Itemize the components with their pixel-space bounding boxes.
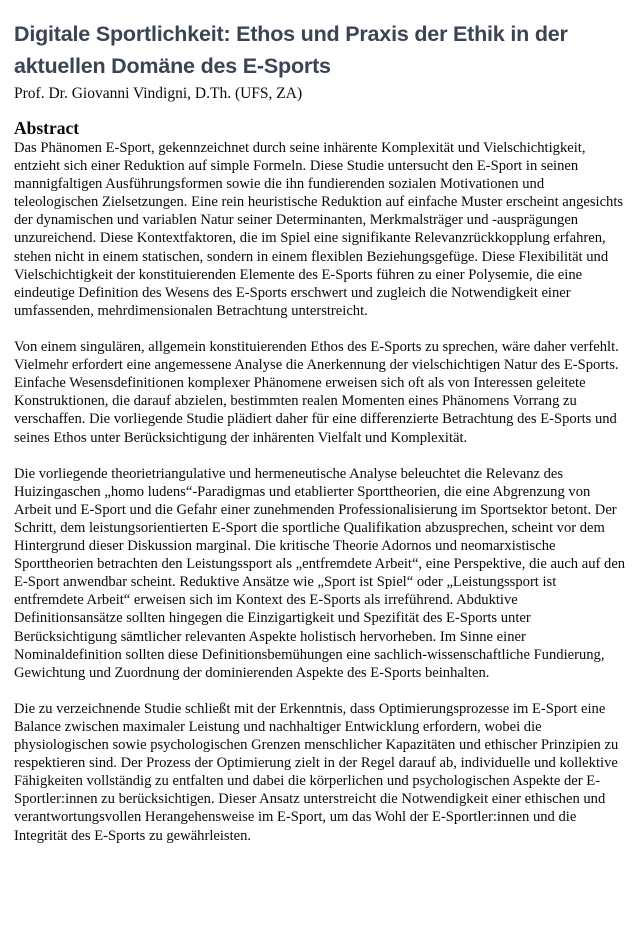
abstract-paragraph-4: Die zu verzeichnende Studie schließt mit der Erkenntnis, dass Optimierungsprozesse im E-Sport eine Balance zwischen maximaler Leistung und nachhaltiger Entwicklung erfordern, wobei die physiologischen sowie psychologischen Grenzen menschlicher Kapazitäten und ethischer Prinzipien zu respektieren sind. Der Prozess der Optimierung zielt in der Regel darauf ab, individuelle und kollektive Fähigkeiten vollständig zu entfalten und dabei die körperlichen und psychologischen Aspekte der E-Sportler:innen zu berücksichtigen. Dieser Ansatz unterstreicht die Notwendigkeit einer ethischen und verantwortungsvollen Herangehensweise im E-Sport, um das Wohl der E-Sportler:innen und die Integrität des E-Sports zu gewährleisten. [14, 700, 619, 844]
abstract-body [14, 139, 626, 845]
abstract-paragraph-2: Von einem singulären, allgemein konstituierenden Ethos des E-Sports zu sprechen, wäre daher verfehlt. Vielmehr erfordert eine angemessene Analyse die Anerkennung der vielschichtigen Natur des E-Sports. Einfache Wesensdefinitionen komplexer Phänomene erweisen sich oft als von Interessen geleitete Konstruktionen, die darauf abzielen, bestimmten realen Momenten eines Phänomens Vorrang zu verschaffen. Die vorliegende Studie plädiert daher für eine differenzierte Betrachtung des E-Sports und seines Ethos unter Berücksichtigung der inhärenten Vielfalt und Komplexität. [14, 339, 619, 446]
abstract-paragraph-1: Das Phänomen E-Sport, gekennzeichnet durch seine inhärente Komplexität und Vielschichtigkeit, entzieht sich einer Reduktion auf simple Formeln. Diese Studie untersucht den E-Sport in seinen mannigfaltigen Ausführungsformen sowie die ihn fundierenden sozialen Motivationen und teleologischen Zielsetzungen. Eine rein heuristische Reduktion auf einfache Muster erscheint angesichts der dynamischen und variablen Natur seiner Determinanten, Merkmalsträger und -ausprägungen unzureichend. Diese Kontextfaktoren, die im Spiel eine signifikante Relevanzrückkopplung erfahren, stehen nicht in einem statischen, sondern in einem flexiblen Beziehungsgefüge. Diese Flexibilität und Vielschichtigkeit der konstituierenden Elemente des E-Sports führen zu einer Polysemie, die eine eindeutige Definition des Wesens des E-Sports erschwert und zugleich die Notwendigkeit einer umfassenden, mehrdimensionalen Betrachtung unterstreicht. [14, 140, 624, 319]
paper-title: Digitale Sportlichkeit: Ethos und Praxis der Ethik in der aktuellen Domäne des E-Sports [14, 22, 568, 78]
abstract-heading: Abstract [14, 118, 80, 138]
paper-author: Prof. Dr. Giovanni Vindigni, D.Th. (UFS, ZA) [14, 85, 303, 102]
abstract-paragraph-3: Die vorliegende theorietriangulative und hermeneutische Analyse beleuchtet die Relevanz des Huizingaschen „homo ludens“-Paradigmas und etablierter Sporttheorien, die eine Abgrenzung von Arbeit und E-Sport und die Gefahr einer zunehmenden Professionalisierung im Sportsektor betont. Der Schritt, dem leistungsorientierten E-Sport die sportliche Qualifikation abzusprechen, scheint vor dem Hintergrund dieser Diskussion marginal. Die kritische Theorie Adornos und neomarxistische Sporttheorien betrachten den Leistungssport als „entfremdete Arbeit“, eine Perspektive, die auch auf den E-Sport anwendbar scheint. Reduktive Ansätze wie „Sport ist Spiel“ oder „Leistungssport ist entfremdete Arbeit“ erweisen sich im Kontext des E-Sports als irreführend. Abduktive Definitionsansätze sollten hingegen die Einzigartigkeit und Spezifität des E-Sports unter Berücksichtigung sämtlicher relevanten Aspekte holistisch hervorheben. Im Sinne einer Nominaldefinition sollten diese Definitionsbemühungen eine sachlich-wissenschaftliche Fundierung, Gewichtung und Zuordnung der dominierenden Aspekte des E-Sports beinhalten. [14, 465, 626, 681]
